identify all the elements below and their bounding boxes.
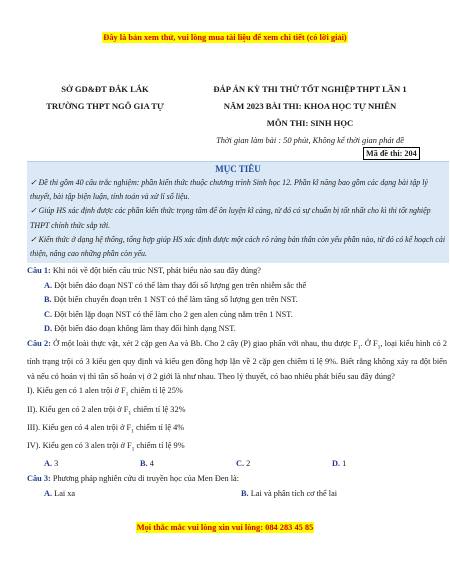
statement-3 <box>27 421 447 439</box>
exam-title: ĐÁP ÁN KỲ THI THỬ TỐT NGHIỆP THPT LẦN 1 <box>213 84 407 94</box>
subscript: 1 <box>131 428 134 435</box>
statement-text: chiếm tỉ lệ 32% <box>131 404 186 414</box>
statement-1 <box>27 384 447 402</box>
subscript: 1 <box>128 410 132 417</box>
option-label: C. <box>44 309 53 319</box>
subscript: 1 <box>377 344 381 351</box>
statement-text: III). Kiểu gen có 4 alen trội ở F <box>27 422 132 432</box>
q3-option-b <box>241 487 438 502</box>
q2-option-c <box>236 457 332 472</box>
objective-item: ✓ Kiến thức ở dạng hệ thống, tổng hợp giúp HS xác định được một cách rõ ràng bản thân còn yếu phần nào, từ đó có kế hoạch cải thiện, nâng cao những phần còn yếu. <box>30 234 446 259</box>
q2-option-b <box>140 457 236 472</box>
school-department: SỞ GD&ĐT ĐẮK LẮK <box>61 84 149 94</box>
option-label: B. <box>241 488 249 498</box>
q2-option-a <box>44 457 140 472</box>
exam-time: Thời gian làm bài : 50 phút, Không kể thời gian phát đề <box>216 136 404 145</box>
statement-text: II). Kiểu gen có 2 alen trội ở F <box>27 404 129 414</box>
school-header <box>25 81 185 115</box>
statement-text: I). Kiểu gen có 1 alen trội ở F <box>27 386 126 396</box>
q2-options <box>27 457 447 472</box>
question-label: Câu 2: <box>27 338 51 348</box>
questions <box>27 264 447 501</box>
q2-option-d <box>332 457 428 472</box>
q1-option-a <box>27 279 447 294</box>
option-label: D. <box>44 324 53 334</box>
option-text: 4 <box>149 459 154 469</box>
option-label: D. <box>332 459 341 469</box>
exam-year: NĂM 2023 BÀI THI: KHOA HỌC TỰ NHIÊN <box>223 101 397 111</box>
statement-text: chiếm tỉ lệ 25% <box>128 386 183 396</box>
question-1 <box>27 264 447 279</box>
option-text: Đột biến đảo đoạn không làm thay đổi hình dạng NST. <box>54 324 236 334</box>
q1-option-b <box>27 293 447 308</box>
statement-text: chiếm tỉ lệ 9% <box>134 441 185 451</box>
statement-4 <box>27 439 447 457</box>
question-label: Câu 1: <box>27 266 51 275</box>
question-text: Khi nói về đột biến cấu trúc NST, phát biểu nào sau đây đúng? <box>52 266 261 275</box>
option-label: A. <box>44 488 53 498</box>
option-label: A. <box>44 280 53 290</box>
question-3 <box>27 472 447 487</box>
option-text: 2 <box>246 459 251 469</box>
option-label: B. <box>140 459 148 469</box>
objective-item: ✓ Đề thi gồm 40 câu trắc nghiệm: phần kiến thức thuộc chương trình Sinh học 12. Phần kĩ năng bao gồm các dạng bài tập lý thuyết, bài tập biện luận, tính toán và xử lí số liệu. <box>30 178 428 202</box>
question-label: Câu 3: <box>27 474 51 483</box>
preview-banner <box>0 27 450 45</box>
option-text: Lai và phân tích cơ thể lai <box>250 488 338 498</box>
objective-item: ✓ Giúp HS xác định được các phần kiến thức trọng tâm để ôn luyện kĩ càng, từ đó có sự chuẩn bị tốt nhất cho kì thi tốt nghiệp THPT chính thức sắp tới. <box>30 206 431 230</box>
exam-header <box>170 81 450 149</box>
q3-options <box>27 487 447 502</box>
preview-banner-text: Đây là bản xem thử, vui lòng mua tài liệu để xem chi tiết (có lời giải) <box>103 33 347 42</box>
question-text: Phương pháp nghiên cứu di truyền học của Men Đen là: <box>52 474 240 483</box>
objectives-title: MỤC TIÊU <box>215 164 261 174</box>
option-label: B. <box>44 295 52 305</box>
statement-text: IV). Kiểu gen có 3 alen trội ở F <box>27 441 132 451</box>
option-text: Đột biến lặp đoạn NST có thể làm cho 2 gen alen cùng nằm trên 1 NST. <box>54 309 293 319</box>
exam-code: Mã đề thi: 204 <box>363 147 420 160</box>
contact-banner-text: Mọi thắc mắc vui lòng xin vui lòng: 084 283 45 85 <box>136 523 314 532</box>
question-text: Ở một loài thực vật, xét 2 cặp gen Aa và Bb. Cho 2 cây (P) giao phấn với nhau, thu được F <box>53 338 358 348</box>
option-text: 1 <box>342 459 347 469</box>
question-text: . Ở F <box>360 338 378 348</box>
question-2 <box>27 337 447 384</box>
option-text: 3 <box>54 459 59 469</box>
option-text: Đột biến đảo đoạn NST có thể làm thay đổi số lượng gen trên nhiễm sắc thể <box>54 280 307 290</box>
school-name: TRƯỜNG THPT NGÔ GIA TỰ <box>46 101 164 111</box>
statement-2 <box>27 403 447 421</box>
q1-option-d <box>27 322 447 337</box>
exam-subject: MÔN THI: SINH HỌC <box>266 118 354 128</box>
objectives-box <box>27 161 449 263</box>
subscript: 1 <box>357 344 361 351</box>
option-label: C. <box>236 459 245 469</box>
option-text: Lai xa <box>54 488 76 498</box>
statement-text: chiếm tỉ lệ 4% <box>133 422 185 432</box>
subscript: 1 <box>131 446 135 453</box>
q3-option-a <box>44 487 241 502</box>
subscript: 1 <box>125 392 129 399</box>
question-text: , loại kiểu hình có 2 tính trạng trội có 3 kiểu gen quy định và kiểu gen đồng hợp lặn về 2 cặp gen chiếm tỉ lệ 9%. Biết rằng không xảy ra đột biến và nếu có hoán vị thì tần số hoán vị ở 2 giới là như nhau. Theo lý thuyết, có bao nhiêu phát biểu sau đây đúng? <box>27 338 448 381</box>
contact-banner <box>0 517 450 535</box>
q1-option-c <box>27 308 447 323</box>
option-text: Đột biến chuyển đoạn trên 1 NST có thể làm tăng số lượng gen trên NST. <box>53 295 298 305</box>
option-label: A. <box>44 459 53 469</box>
